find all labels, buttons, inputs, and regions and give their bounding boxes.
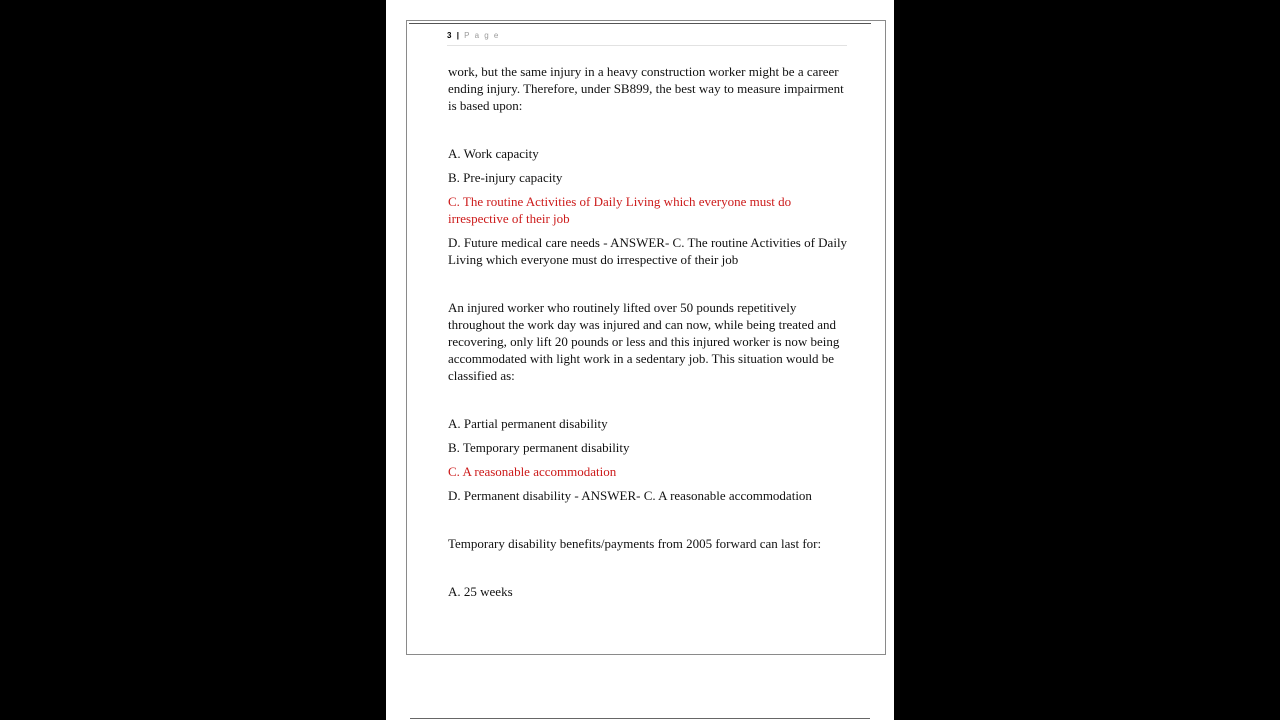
document-page <box>406 20 886 655</box>
intro-paragraph: work, but the same injury in a heavy construction worker might be a career ending injury. Therefore, under SB899, the best way to measure impairment is based upon: <box>448 64 844 113</box>
q2-option-c-answer: C. A reasonable accommodation <box>448 464 617 479</box>
document-viewer[interactable] <box>386 0 894 720</box>
page-number: 3 <box>447 31 453 40</box>
question3-text: Temporary disability benefits/payments from 2005 forward can last for: <box>448 536 822 551</box>
q2-option-b: B. Temporary permanent disability <box>448 440 630 455</box>
next-page-top-rule <box>410 718 870 719</box>
q1-option-d: D. Future medical care needs - ANSWER- C. The routine Activities of Daily Living which everyone must do irrespective of their job <box>448 235 848 267</box>
page-header <box>447 31 847 46</box>
page-top-rule <box>409 23 871 24</box>
q1-option-a: A. Work capacity <box>448 146 539 161</box>
page-header-separator: | <box>456 31 461 40</box>
q2-option-a: A. Partial permanent disability <box>448 416 608 431</box>
question2-text: An injured worker who routinely lifted over 50 pounds repetitively throughout the work day was injured and can now, while being treated and recovering, only lift 20 pounds or less and this injured worker is now being accommodated with light work in a sedentary job. This situation would be classified as: <box>448 300 840 383</box>
q1-option-b: B. Pre-injury capacity <box>448 170 563 185</box>
page-header-label: P a g e <box>464 31 500 40</box>
q3-option-a: A. 25 weeks <box>448 584 513 599</box>
q2-option-d: D. Permanent disability - ANSWER- C. A reasonable accommodation <box>448 488 812 503</box>
q1-option-c-answer: C. The routine Activities of Daily Living which everyone must do irrespective of their job <box>448 194 792 226</box>
page-content <box>448 63 848 600</box>
